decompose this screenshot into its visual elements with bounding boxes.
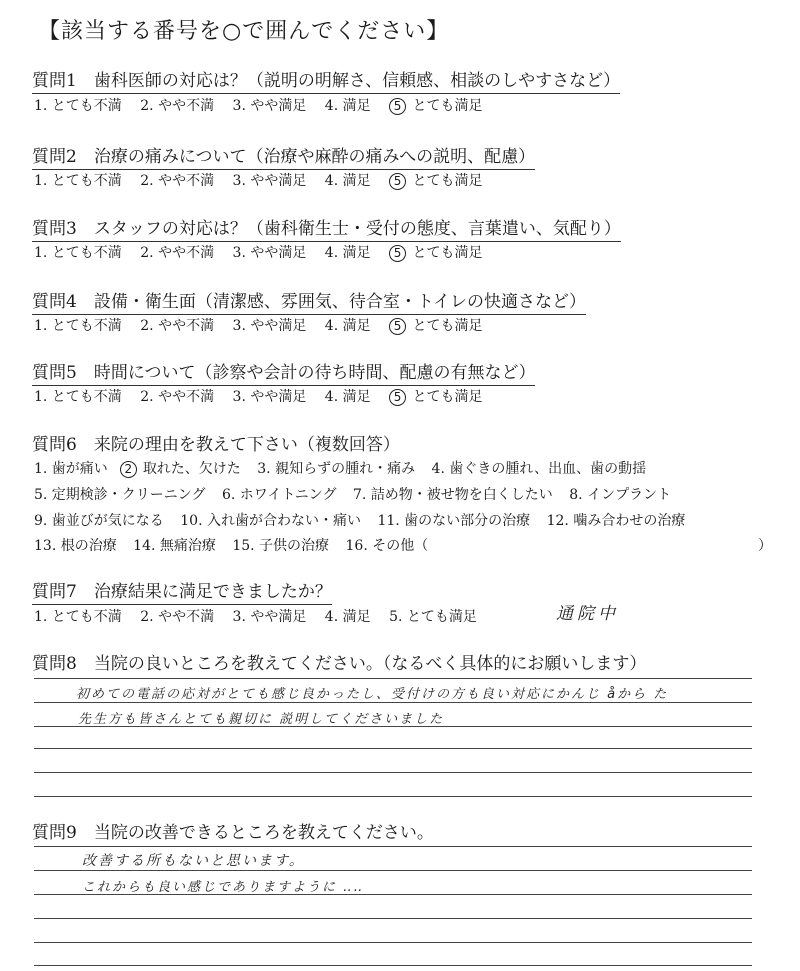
question-1-title: 質問1 歯科医師の対応は？（説明の明解さ、信頼感、相談のしやすさなど） [32, 66, 620, 94]
answer-line [34, 894, 752, 895]
answer-line [34, 796, 752, 797]
question-3-options[interactable]: 1. とても不満 2. やや不満 3. やや満足 4. 満足 5 とても満足 [34, 245, 483, 261]
answer-line [34, 965, 752, 966]
circled-answer[interactable]: 5 [389, 389, 406, 406]
question-9-title: 質問9 当院の改善できるところを教えてください。 [32, 823, 434, 843]
question-6-row-1[interactable]: 1. 歯が痛い 2 取れた、欠けた 3. 親知らずの腫れ・痛み 4. 歯ぐきの腫れ、出血、歯の動揺 [34, 461, 647, 477]
answer-line [34, 726, 752, 727]
question-4-title: 質問4 設備・衛生面（清潔感、雰囲気、待合室・トイレの快適さなど） [32, 287, 586, 315]
question-9-answer-line-1[interactable]: 改善する所もないと思います。 [82, 853, 305, 869]
question-8-answer-line-2[interactable]: 先生方も皆さんとても親切に 説明してくださいました [78, 712, 445, 727]
question-1-options[interactable]: 1. とても不満 2. やや不満 3. やや満足 4. 満足 5 とても満足 [34, 98, 483, 114]
circled-answer[interactable]: 5 [389, 245, 406, 262]
question-6-row-2[interactable]: 5. 定期検診・クリーニング 6. ホワイトニング 7. 詰め物・被せ物を白くしたい 8. インプラント [34, 487, 672, 503]
answer-line [34, 846, 752, 847]
question-4-options[interactable]: 1. とても不満 2. やや不満 3. やや満足 4. 満足 5 とても満足 [34, 318, 483, 334]
question-2-title: 質問2 治療の痛みについて（治療や麻酔の痛みへの説明、配慮） [32, 142, 535, 170]
question-3-title: 質問3 スタッフの対応は？（歯科衛生士・受付の態度、言葉遣い、気配り） [32, 214, 621, 242]
answer-line [34, 918, 752, 919]
answer-line [34, 678, 752, 679]
circled-answer[interactable]: 5 [389, 318, 406, 335]
question-6-row-4[interactable]: 13. 根の治療 14. 無痛治療 15. 子供の治療 16. その他（ ） [34, 538, 772, 554]
question-7-options[interactable]: 1. とても不満 2. やや不満 3. やや満足 4. 満足 5. とても満足 [34, 609, 477, 625]
question-8-answer-line-1[interactable]: 初めての電話の応対がとても感じ良かったし、受付けの方も良い対応にかんじ åから た [76, 687, 669, 702]
handwritten-note: 通院中 [556, 604, 619, 624]
answer-line [34, 748, 752, 749]
question-7-title: 質問7 治療結果に満足できましたか？ [32, 577, 332, 605]
instruction-heading: 【該当する番号を○で囲んでください】 [38, 19, 450, 44]
answer-line [34, 942, 752, 943]
question-8-title: 質問8 当院の良いところを教えてください。（なるべく具体的にお願いします） [32, 654, 647, 674]
answer-line [34, 702, 752, 703]
question-9-answer-line-2[interactable]: これからも良い感じでありますように ‥‥ [82, 880, 365, 895]
question-5-options[interactable]: 1. とても不満 2. やや不満 3. やや満足 4. 満足 5 とても満足 [34, 389, 483, 405]
question-6-title: 質問6 来院の理由を教えて下さい（複数回答） [32, 435, 400, 455]
circled-answer[interactable]: 5 [389, 98, 406, 115]
question-2-options[interactable]: 1. とても不満 2. やや不満 3. やや満足 4. 満足 5 とても満足 [34, 173, 483, 189]
answer-line [34, 772, 752, 773]
answer-line [34, 870, 752, 871]
question-5-title: 質問5 時間について（診察や会計の待ち時間、配慮の有無など） [32, 358, 535, 386]
circled-answer[interactable]: 5 [389, 173, 406, 190]
circled-answer[interactable]: 2 [120, 461, 137, 478]
question-6-row-3[interactable]: 9. 歯並びが気になる 10. 入れ歯が合わない・痛い 11. 歯のない部分の治療 12. 噛み合わせの治療 [34, 513, 686, 529]
